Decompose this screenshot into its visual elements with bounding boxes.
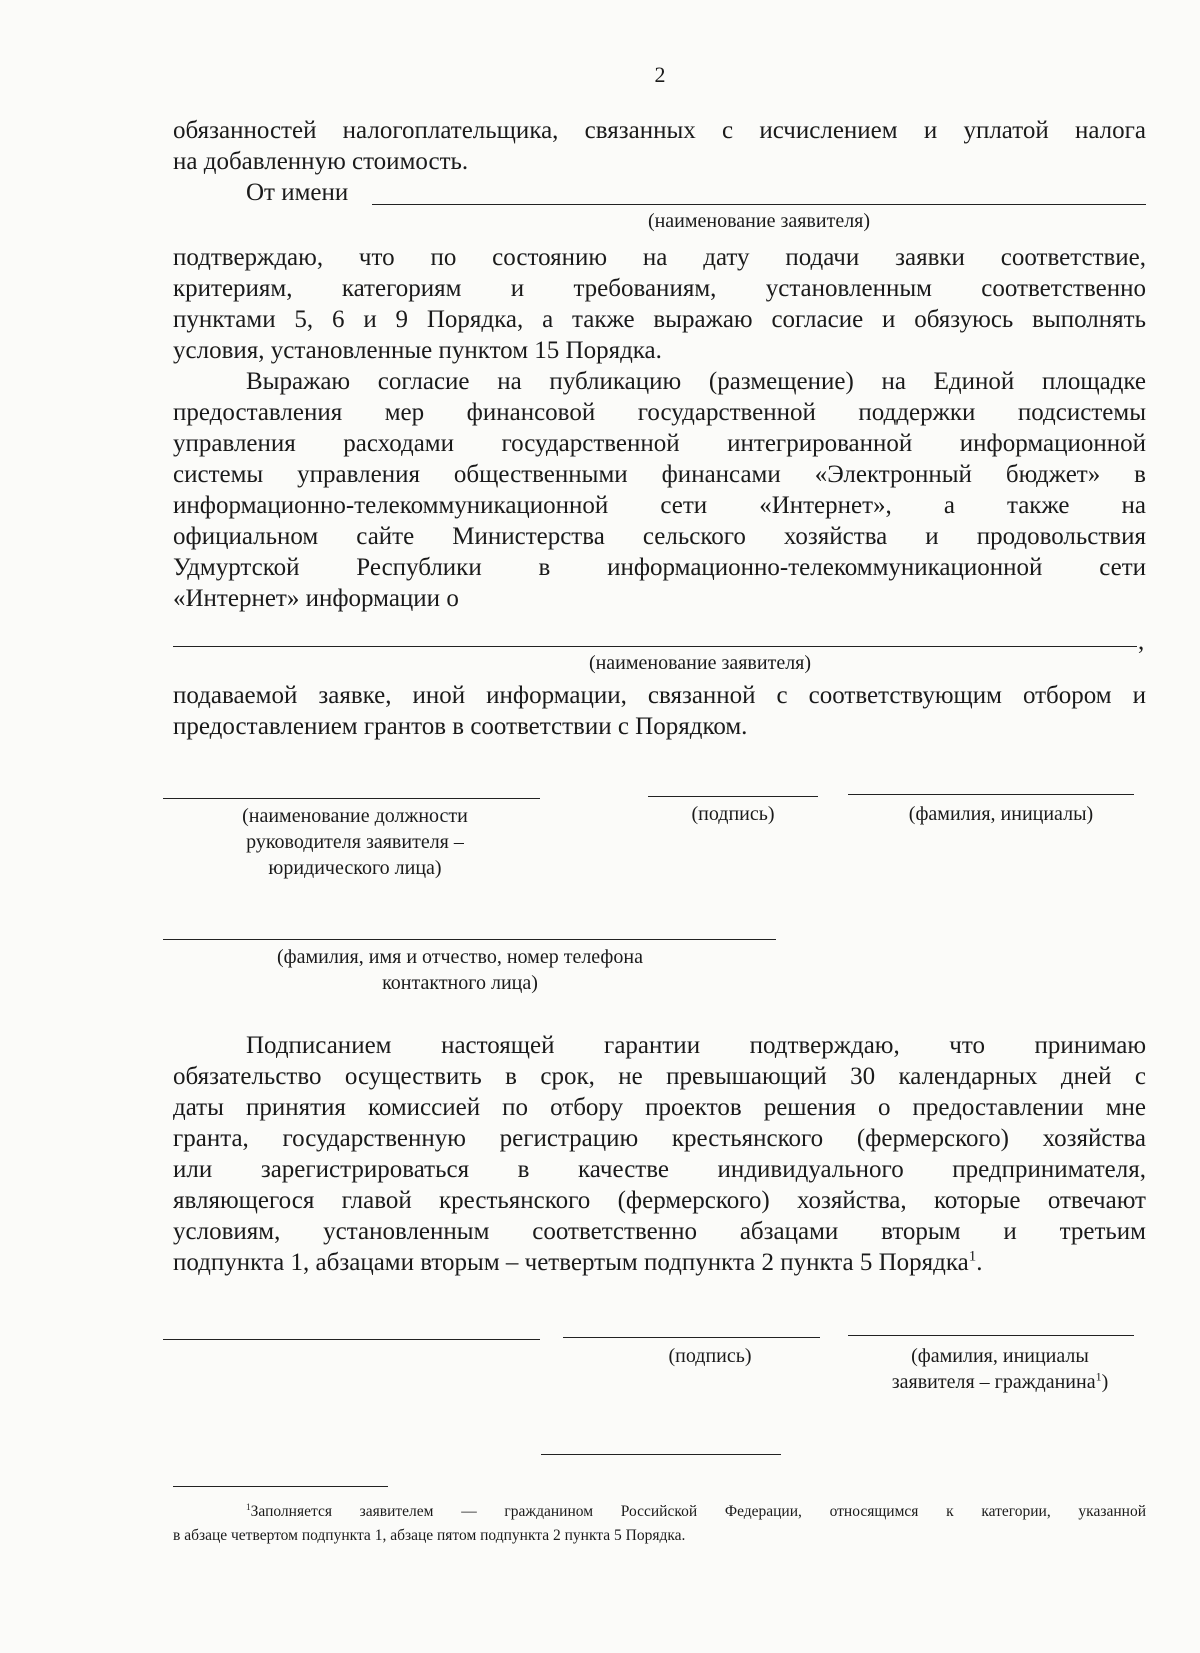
name-caption-2 bbox=[835, 1343, 1165, 1395]
para5-line: даты принятия комиссией по отбору проектов решения о предоставлении мне bbox=[173, 1094, 1146, 1121]
name-caption-2-line1: (фамилия, инициалы bbox=[911, 1345, 1089, 1367]
para5-line-last bbox=[173, 1247, 1146, 1278]
para4-line: предоставлением грантов в соответствии с Порядком. bbox=[173, 713, 748, 740]
para2-line: пунктами 5, 6 и 9 Порядка, а также выражаю согласие и обязуюсь выполнять bbox=[173, 306, 1146, 333]
footnote-line1 bbox=[173, 1500, 1146, 1524]
on-behalf-label: От имени bbox=[246, 179, 349, 206]
para5-line: являющегося главой крестьянского (фермерского) хозяйства, которые отвечают bbox=[173, 1187, 1146, 1214]
name-caption-footnote-ref: 1 bbox=[1095, 1369, 1102, 1384]
para3-line: управления расходами государственной интегрированной информационной bbox=[173, 430, 1146, 457]
para4 bbox=[173, 680, 1146, 742]
para5-line: обязательство осуществить в срок, не превышающий 30 календарных дней с bbox=[173, 1063, 1146, 1090]
para3 bbox=[173, 366, 1146, 614]
footnote-mark: 1 bbox=[246, 1502, 251, 1513]
footnote-text-1: Заполняется заявителем — гражданином Российской Федерации, относящимся к категории, указанной bbox=[250, 1503, 1146, 1520]
para3-line: «Интернет» информации о bbox=[173, 585, 459, 612]
contact-line bbox=[163, 939, 776, 940]
position-caption-line: юридического лица) bbox=[268, 857, 442, 879]
name-caption-2-line2: заявителя – гражданина bbox=[891, 1371, 1096, 1393]
name-line-2 bbox=[848, 1335, 1134, 1336]
signature-caption-1: (подпись) bbox=[691, 803, 775, 825]
para4-line: подаваемой заявке, иной информации, связанной с соответствующим отбором и bbox=[173, 682, 1146, 709]
name-caption-1: (фамилия, инициалы) bbox=[908, 803, 1094, 825]
para2 bbox=[173, 242, 1146, 366]
position-caption-line: (наименование должности bbox=[242, 805, 468, 827]
blank-line-2 bbox=[163, 1339, 540, 1340]
footnote-text-2: в абзаце четвертом подпункта 1, абзаце пятом подпункта 2 пункта 5 Порядка. bbox=[173, 1527, 686, 1544]
position-caption-line: руководителя заявителя – bbox=[246, 831, 464, 853]
para2-line: условия, установленные пунктом 15 Порядка. bbox=[173, 337, 662, 364]
name-line-1 bbox=[848, 794, 1134, 795]
position-caption bbox=[180, 803, 530, 881]
applicant-name-line-1 bbox=[372, 204, 1146, 205]
extra-blank-line bbox=[541, 1454, 781, 1455]
signature-line-1 bbox=[648, 796, 818, 797]
applicant-line-comma: , bbox=[1138, 628, 1145, 655]
page-number: 2 bbox=[654, 62, 666, 87]
para3-line: предоставления мер финансовой государственной поддержки подсистемы bbox=[173, 399, 1146, 426]
signature-caption-2: (подпись) bbox=[668, 1345, 752, 1367]
name-caption-2-end: ) bbox=[1101, 1371, 1109, 1393]
name-caption-2-line2-wrap bbox=[835, 1369, 1165, 1395]
footnote-reference: 1 bbox=[968, 1248, 977, 1265]
para5-line: условиям, установленным соответственно абзацами вторым и третьим bbox=[173, 1218, 1146, 1245]
para5 bbox=[173, 1030, 1146, 1278]
footnote-separator bbox=[173, 1486, 388, 1487]
para3-line: Выражаю согласие на публикацию (размещение) на Единой площадке bbox=[246, 368, 1146, 395]
para1-line2: на добавленную стоимость. bbox=[173, 148, 469, 175]
para5-line: или зарегистрироваться в качестве индивидуального предпринимателя, bbox=[173, 1156, 1146, 1183]
applicant-caption-1: (наименование заявителя) bbox=[647, 210, 871, 232]
para3-line: Удмуртской Республики в информационно-телекоммуникационной сети bbox=[173, 554, 1146, 581]
para5-line: Подписанием настоящей гарантии подтверждаю, что принимаю bbox=[246, 1032, 1146, 1059]
para3-line: информационно-телекоммуникационной сети «Интернет», а также на bbox=[173, 492, 1146, 519]
contact-caption bbox=[200, 944, 720, 996]
para3-line: официальном сайте Министерства сельского хозяйства и продовольствия bbox=[173, 523, 1146, 550]
para3-line: системы управления общественными финансами «Электронный бюджет» в bbox=[173, 461, 1146, 488]
signature-line-2 bbox=[563, 1337, 820, 1338]
applicant-name-line-2 bbox=[173, 646, 1137, 647]
contact-caption-line: (фамилия, имя и отчество, номер телефона bbox=[277, 946, 643, 968]
footnote bbox=[173, 1500, 1146, 1548]
para2-line: подтверждаю, что по состоянию на дату подачи заявки соответствие, bbox=[173, 244, 1146, 271]
para2-line: критериям, категориям и требованиям, установленным соответственно bbox=[173, 275, 1146, 302]
para1-line1: обязанностей налогоплательщика, связанных с исчислением и уплатой налога bbox=[173, 117, 1146, 144]
contact-caption-line: контактного лица) bbox=[382, 972, 538, 994]
para5-end: . bbox=[976, 1249, 983, 1276]
applicant-caption-2: (наименование заявителя) bbox=[588, 652, 812, 674]
para5-line: подпункта 1, абзацами вторым – четвертым подпункта 2 пункта 5 Порядка bbox=[173, 1249, 969, 1276]
para5-line: гранта, государственную регистрацию крестьянского (фермерского) хозяйства bbox=[173, 1125, 1146, 1152]
position-line bbox=[163, 798, 540, 799]
